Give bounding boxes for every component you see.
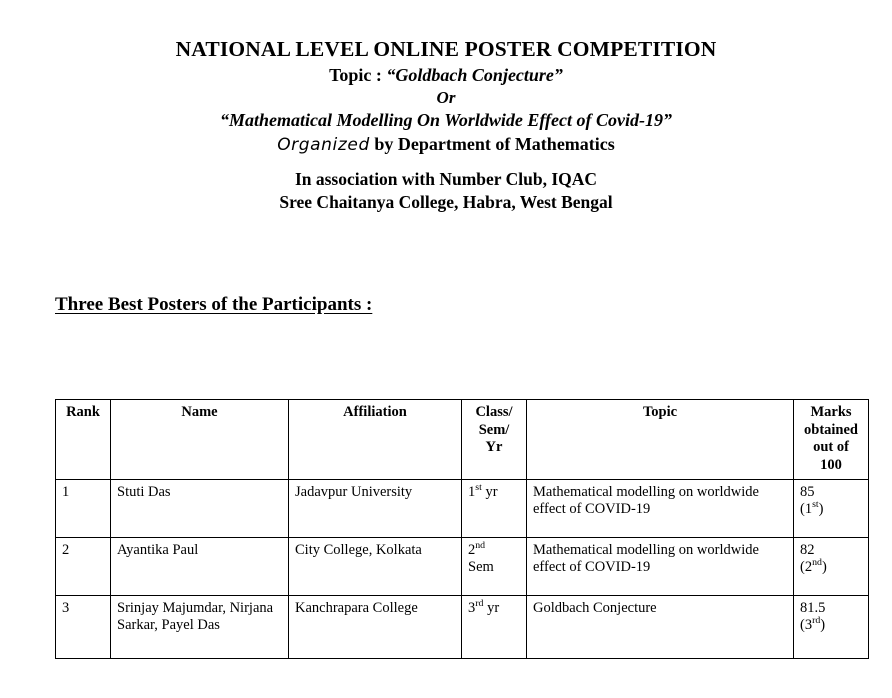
column-header-name: Name: [111, 400, 289, 480]
topic-label: Topic :: [329, 64, 387, 85]
cell-class-sem-yr: [462, 595, 527, 658]
table-header-row: [56, 400, 869, 480]
marks-rank: (3rd): [800, 615, 826, 634]
or-separator: Or: [436, 88, 456, 108]
column-header-class-sem-yr: [462, 400, 527, 480]
class-value: [468, 597, 500, 616]
column-header-class-line-2: Sem/: [478, 421, 510, 438]
cell-topic: Mathematical modelling on worldwide effect of COVID-19: [527, 479, 794, 537]
marks-rank-number: 1: [804, 501, 813, 518]
cell-name: Srinjay Majumdar, Nirjana Sarkar, Payel Das: [111, 595, 289, 658]
class-value: [468, 539, 486, 558]
cell-affiliation: Kanchrapara College: [289, 595, 462, 658]
results-table: [55, 399, 869, 659]
cell-marks: [794, 479, 869, 537]
marks-rank-suffix: rd: [812, 615, 821, 627]
topic-value: “Goldbach Conjecture”: [386, 64, 563, 85]
section-heading: Three Best Posters of the Participants :: [55, 294, 373, 315]
column-header-class-line-3: Yr: [485, 439, 503, 456]
marks-rank: (1st): [800, 499, 824, 518]
class-unit-line-2: Sem: [468, 559, 494, 576]
class-number: 2: [468, 541, 476, 558]
cell-rank: 3: [56, 595, 111, 658]
marks-value: 82: [800, 541, 815, 558]
class-unit: yr: [481, 483, 498, 500]
cell-rank: 1: [56, 479, 111, 537]
marks-rank-suffix: nd: [812, 557, 822, 569]
cell-class-sem-yr: [462, 537, 527, 595]
cell-topic: Mathematical modelling on worldwide effect of COVID-19: [527, 537, 794, 595]
cell-rank: 2: [56, 537, 111, 595]
cell-marks: [794, 595, 869, 658]
column-header-topic: Topic: [527, 400, 794, 480]
class-unit: yr: [483, 599, 500, 616]
topic-line: [0, 64, 892, 87]
header-spacer: [0, 156, 892, 168]
organizer-department: by Department of Mathematics: [369, 133, 615, 154]
column-header-marks: [794, 400, 869, 480]
table-row: [56, 595, 869, 658]
competition-title: NATIONAL LEVEL ONLINE POSTER COMPETITION: [175, 37, 717, 61]
cell-name: Ayantika Paul: [111, 537, 289, 595]
class-ordinal-suffix: rd: [475, 597, 484, 609]
organized-word: Organized: [277, 134, 370, 155]
marks-value: 85: [800, 483, 815, 500]
association-line-2: Sree Chaitanya College, Habra, West Bengal: [279, 191, 613, 212]
cell-topic: Goldbach Conjecture: [527, 595, 794, 658]
class-ordinal-suffix: st: [475, 481, 482, 493]
column-header-rank: Rank: [56, 400, 111, 480]
organizer-line: [0, 133, 892, 156]
class-number: 1: [468, 483, 476, 500]
association-line-1: In association with Number Club, IQAC: [294, 169, 598, 190]
column-header-affiliation: Affiliation: [289, 400, 462, 480]
column-header-marks-line-3: out of: [813, 439, 849, 456]
cell-affiliation: City College, Kolkata: [289, 537, 462, 595]
cell-affiliation: Jadavpur University: [289, 479, 462, 537]
marks-rank-suffix: st: [812, 499, 819, 511]
marks-rank: (2nd): [800, 557, 827, 576]
class-value: [468, 481, 498, 500]
table-header: [56, 400, 869, 480]
document-header: [0, 0, 892, 214]
class-number: 3: [468, 599, 476, 616]
marks-value: 81.5: [800, 599, 826, 616]
table-body: [56, 479, 869, 658]
column-header-marks-line-4: 100: [820, 457, 842, 474]
table-row: [56, 479, 869, 537]
cell-class-sem-yr: [462, 479, 527, 537]
class-ordinal-suffix: nd: [475, 539, 486, 551]
marks-rank-number: 3: [804, 617, 813, 634]
column-header-marks-line-1: Marks: [810, 404, 852, 420]
marks-rank-number: 2: [804, 559, 813, 576]
column-header-class-line-1: Class/: [475, 404, 513, 420]
cell-marks: [794, 537, 869, 595]
column-header-marks-line-2: obtained: [804, 421, 858, 438]
cell-name: Stuti Das: [111, 479, 289, 537]
alternate-topic: “Mathematical Modelling On Worldwide Effect of Covid-19”: [220, 110, 672, 131]
table-row: [56, 537, 869, 595]
